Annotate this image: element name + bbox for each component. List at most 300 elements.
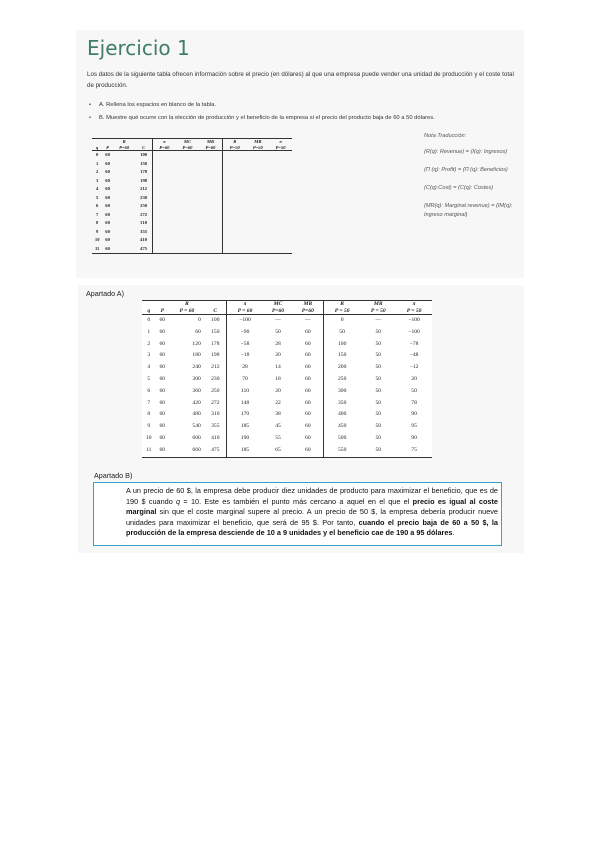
table-cell: 60 <box>159 328 166 335</box>
table-cell <box>113 185 136 194</box>
column-header: C <box>205 308 226 315</box>
table-row <box>142 339 432 351</box>
table-cell: 11 <box>142 445 156 457</box>
table-cell: −100 <box>226 315 263 327</box>
table-cell <box>152 177 176 186</box>
table-cell: 60 <box>305 399 311 406</box>
table-cell: −100 <box>408 328 420 335</box>
column-header: π <box>396 301 432 308</box>
table-cell <box>113 236 136 245</box>
table-cell <box>176 177 199 186</box>
answer-text: = 10. Este es también el punto más cercano a aquel en el que el <box>180 496 413 506</box>
table-cell: 60 <box>305 364 311 371</box>
table-cell <box>199 219 223 228</box>
table-cell: −78 <box>409 340 419 347</box>
table-cell: 0 <box>323 315 360 327</box>
table-cell: 272 <box>211 399 220 406</box>
column-header: P=50 <box>246 145 269 151</box>
column-header: P = 60 <box>169 308 205 315</box>
table-cell: 540 <box>192 423 201 430</box>
table-cell: 60 <box>305 434 311 441</box>
table-cell <box>176 151 199 160</box>
table-cell: 20 <box>275 352 281 359</box>
table-cell <box>246 151 269 160</box>
table-cell: 50 <box>360 445 396 457</box>
table-cell <box>246 177 269 186</box>
table-cell <box>269 245 292 254</box>
column-header: R <box>113 139 136 145</box>
table-row <box>92 228 292 237</box>
table-cell: −90 <box>226 327 263 339</box>
column-header: C <box>136 145 153 151</box>
header-row <box>142 301 432 308</box>
instruction-item: • A. Rellena los espacios en blanco de la tabla. <box>87 99 517 112</box>
table-cell: 60 <box>105 211 110 217</box>
table-cell: 10 <box>145 434 152 441</box>
column-header: P=60 <box>263 308 292 315</box>
table-row <box>92 151 292 160</box>
table-cell <box>246 160 269 169</box>
table-cell: 3 <box>96 177 99 183</box>
table-cell: 148 <box>226 398 263 410</box>
table-cell: 240 <box>192 364 201 371</box>
intro-paragraph: Los datos de la siguiente tabla ofrecen información sobre el precio (en dólares) al que una empresa puede vender una unidad de producción y el coste total de producción. <box>87 71 514 89</box>
table-cell <box>113 151 136 160</box>
note-item: (Π (q): Profit) = (Π (q): Beneficios) <box>424 167 508 173</box>
table-cell: 410 <box>211 434 220 441</box>
table-cell: 50 <box>411 387 417 394</box>
table-cell <box>199 177 223 186</box>
table-cell: 28 <box>275 340 281 347</box>
table-cell: 60 <box>105 203 110 208</box>
column-header <box>205 301 226 308</box>
table-cell: 198 <box>140 177 148 183</box>
table-cell <box>113 211 136 220</box>
table-cell: 300 <box>323 386 360 398</box>
table-cell <box>223 219 247 228</box>
table-cell: 2 <box>96 169 99 174</box>
table-cell: 200 <box>323 362 360 374</box>
table-cell: 65 <box>263 445 292 457</box>
table-cell <box>113 194 136 203</box>
table-cell <box>223 245 247 254</box>
table-cell: 60 <box>105 160 110 166</box>
table-cell: 60 <box>159 423 166 430</box>
table-cell: 400 <box>323 409 360 421</box>
table-cell <box>223 211 247 220</box>
table-cell <box>269 211 292 220</box>
table-cell <box>223 236 247 245</box>
table-row <box>92 177 292 186</box>
table-cell: 60 <box>305 340 311 347</box>
table-cell: 180 <box>192 352 201 359</box>
table-cell <box>269 160 292 169</box>
table-cell <box>113 202 136 211</box>
table-cell: 60 <box>159 340 166 347</box>
column-header: P=50 <box>269 145 292 151</box>
table-cell <box>152 160 176 169</box>
table-cell <box>269 185 292 194</box>
table-cell <box>223 177 247 186</box>
table-cell: — <box>305 317 311 323</box>
table-cell: 11 <box>92 245 102 254</box>
table-cell <box>176 211 199 220</box>
table-cell <box>113 160 136 169</box>
table-cell: 60 <box>159 375 166 382</box>
table-cell <box>223 151 247 160</box>
table-row <box>142 445 432 457</box>
table-cell: 60 <box>105 194 110 200</box>
column-header: P <box>156 308 170 315</box>
table-cell: 5 <box>147 375 151 382</box>
table-cell: 6 <box>147 387 151 394</box>
table-cell: 60 <box>305 411 311 418</box>
table-cell: 120 <box>192 340 201 347</box>
table-row <box>92 202 292 211</box>
table-cell: 100 <box>140 152 148 157</box>
table-cell: 1 <box>96 160 99 166</box>
table-cell: 198 <box>211 352 220 359</box>
table-cell: 20 <box>411 375 417 382</box>
table-cell <box>269 177 292 186</box>
answer-variable: q <box>176 496 181 506</box>
table-cell: 38 <box>275 411 281 418</box>
table-cell <box>269 219 292 228</box>
table-cell: 1 <box>147 328 151 335</box>
table-row <box>142 315 432 327</box>
table-cell: 0 <box>198 317 201 323</box>
table-cell: −18 <box>226 350 263 362</box>
table-row <box>92 185 292 194</box>
section-b-label: Apartado B) <box>94 471 133 480</box>
table-cell: 480 <box>192 411 201 418</box>
completed-data-table <box>142 300 432 458</box>
table-cell <box>176 236 199 245</box>
table-row <box>142 362 432 374</box>
column-header: R <box>323 301 360 308</box>
table-cell: −100 <box>408 317 420 323</box>
table-cell: 178 <box>140 169 148 174</box>
table-cell: 185 <box>226 421 263 433</box>
table-cell <box>176 160 199 169</box>
note-item: (MR(q): Marginal revenue) = (IM(q): Ingreso marginal) <box>424 203 513 218</box>
table-cell: 2 <box>147 340 151 347</box>
table-cell: 7 <box>147 399 151 406</box>
column-header: P=60 <box>293 308 324 315</box>
table-cell <box>269 202 292 211</box>
table-row <box>92 168 292 177</box>
column-header: MR <box>360 301 396 308</box>
table-cell <box>176 185 199 194</box>
table-cell: 212 <box>211 364 220 371</box>
table-cell: 60 <box>105 186 110 191</box>
column-header: q <box>92 145 102 151</box>
table-cell: 5 <box>96 194 99 200</box>
table-cell: 50 <box>375 328 382 335</box>
table-cell <box>176 219 199 228</box>
table-cell: 100 <box>323 339 360 351</box>
table-cell: 60 <box>305 387 311 394</box>
table-cell <box>199 151 223 160</box>
table-cell: 230 <box>140 194 148 200</box>
table-cell: 50 <box>375 411 382 418</box>
table-cell <box>223 168 247 177</box>
header-row <box>142 308 432 315</box>
table-row <box>92 219 292 228</box>
table-cell: 4 <box>96 186 99 191</box>
table-cell <box>199 160 223 169</box>
table-cell: 272 <box>140 211 148 217</box>
column-header <box>142 301 156 308</box>
table-cell: 14 <box>275 364 281 371</box>
table-cell <box>199 236 223 245</box>
table-cell <box>246 185 269 194</box>
table-cell: 150 <box>323 350 360 362</box>
table-row <box>142 374 432 386</box>
table-cell: 50 <box>375 352 382 359</box>
table-cell <box>152 236 176 245</box>
table-cell <box>176 245 199 254</box>
table-cell: 50 <box>375 375 382 382</box>
table-cell: 410 <box>140 237 148 242</box>
table-cell <box>269 236 292 245</box>
note-item: (R(q): Revenue) = (I(q): Ingresos) <box>424 149 508 155</box>
table-cell: 60 <box>156 445 170 457</box>
table-cell: 90 <box>411 434 417 441</box>
table-cell: 190 <box>226 433 263 445</box>
column-header: P=50 <box>223 145 247 151</box>
table-cell: 60 <box>159 317 166 323</box>
table-cell <box>113 228 136 237</box>
table-row <box>142 433 432 445</box>
table-cell: 3 <box>147 352 151 359</box>
table-cell <box>152 211 176 220</box>
table-cell <box>246 228 269 237</box>
table-cell <box>223 228 247 237</box>
table-cell: 150 <box>211 328 220 335</box>
table-cell <box>113 168 136 177</box>
table-cell <box>113 219 136 228</box>
table-row <box>142 327 432 339</box>
table-cell: 50 <box>323 327 360 339</box>
column-header: P = 50 <box>360 308 396 315</box>
table-cell <box>152 202 176 211</box>
translation-note <box>424 133 520 229</box>
table-cell: −48 <box>409 352 419 359</box>
table-cell: 350 <box>323 398 360 410</box>
table-cell: 60 <box>293 445 324 457</box>
table-cell <box>199 211 223 220</box>
table-cell: 60 <box>305 375 311 382</box>
table-cell <box>246 168 269 177</box>
table-cell <box>176 202 199 211</box>
table-cell <box>269 168 292 177</box>
column-header: R <box>223 139 247 145</box>
column-header: P = 50 <box>396 308 432 315</box>
column-header: P=60 <box>152 145 176 151</box>
table-cell: 355 <box>140 228 148 234</box>
table-cell: 600 <box>192 434 201 441</box>
answer-text: . <box>452 528 455 538</box>
page-title: Ejercicio 1 <box>87 36 190 60</box>
table-cell: 230 <box>211 375 220 382</box>
table-cell: 550 <box>323 445 360 457</box>
table-cell <box>199 245 223 254</box>
table-cell <box>113 177 136 186</box>
column-header: MR <box>293 301 324 308</box>
table-cell <box>223 194 247 203</box>
table-row <box>142 386 432 398</box>
blank-data-table <box>92 138 292 254</box>
table-cell: 50 <box>375 364 382 371</box>
table-cell: 60 <box>105 220 110 225</box>
table-cell <box>223 185 247 194</box>
table-row <box>142 350 432 362</box>
table-cell: −12 <box>409 364 419 371</box>
table-cell <box>152 194 176 203</box>
table-cell: 10 <box>94 237 100 242</box>
note-heading: Nota Traducción: <box>424 133 467 139</box>
table-cell: 60 <box>305 352 311 359</box>
table-cell: 7 <box>96 211 99 217</box>
column-header: R <box>169 301 205 308</box>
table-cell: 310 <box>140 220 148 225</box>
table-cell: 90 <box>411 411 417 418</box>
table-cell <box>246 211 269 220</box>
table-cell: — <box>275 317 281 323</box>
answer-text: sin que el coste marginal supere al precio. A un precio de 50 $, la empresa debería producir nueve unidades para maximizar el beneficio, que será de 95 $. Por tanto, <box>126 507 498 527</box>
table-cell <box>199 202 223 211</box>
table-cell <box>152 151 176 160</box>
table-cell: 178 <box>211 340 220 347</box>
column-header: P=60 <box>199 145 223 151</box>
table-cell <box>246 194 269 203</box>
table-cell: 475 <box>205 445 226 457</box>
table-cell: 450 <box>323 421 360 433</box>
table-cell <box>246 245 269 254</box>
answer-emphasis: precio es igual al coste marginal <box>126 496 498 517</box>
table-cell: 60 <box>159 364 166 371</box>
column-header: MC <box>176 139 199 145</box>
column-header: P <box>102 145 112 151</box>
table-cell <box>269 151 292 160</box>
table-cell <box>176 168 199 177</box>
column-header: π <box>269 139 292 145</box>
table-cell: 360 <box>192 387 201 394</box>
table-cell <box>113 245 136 254</box>
table-cell: 150 <box>140 160 148 166</box>
table-cell <box>246 202 269 211</box>
column-header: P=60 <box>176 145 199 151</box>
table-cell: −58 <box>226 339 263 351</box>
table-cell <box>199 194 223 203</box>
table-cell: 6 <box>96 203 99 208</box>
instruction-list <box>87 99 517 125</box>
table-cell: 170 <box>226 409 263 421</box>
table-row <box>142 421 432 433</box>
table-cell: 0 <box>96 152 99 157</box>
table-cell: 22 <box>275 399 281 406</box>
table-cell: 50 <box>375 399 382 406</box>
table-cell: 60 <box>305 423 311 430</box>
column-header: π <box>152 139 176 145</box>
table-cell: 60 <box>105 152 110 157</box>
table-cell: 60 <box>305 328 311 335</box>
table-cell: 100 <box>211 317 220 323</box>
table-cell: 8 <box>96 220 99 225</box>
table-cell <box>199 228 223 237</box>
column-header: MC <box>263 301 292 308</box>
table-cell: 78 <box>411 399 417 406</box>
table-cell: 60 <box>105 228 110 234</box>
table-cell: 60 <box>159 399 166 406</box>
table-cell: 250 <box>211 387 220 394</box>
table-row <box>92 211 292 220</box>
answer-text: A un precio de 60 $, la empresa debe producir diez unidades de producto para maximizar el beneficio, que es de 190 $ cuando <box>126 486 498 506</box>
table-cell: 355 <box>211 423 220 430</box>
table-cell <box>199 168 223 177</box>
table-cell: 60 <box>159 352 166 359</box>
table-cell <box>223 202 247 211</box>
table-cell: 110 <box>226 386 263 398</box>
table-cell: 0 <box>147 317 151 323</box>
table-cell: 310 <box>211 411 220 418</box>
table-cell: 60 <box>102 245 112 254</box>
table-cell: 250 <box>323 374 360 386</box>
column-header: MR <box>246 139 269 145</box>
table-cell: 55 <box>275 434 281 441</box>
instruction-item: • B. Muestre qué ocurre con la elección de producción y el beneficio de la empresa si el precio del producto baja de 60 a 50 dólares. <box>87 112 517 125</box>
table-cell <box>152 228 176 237</box>
table-cell: 60 <box>159 411 166 418</box>
table-row <box>92 194 292 203</box>
table-cell: 250 <box>140 203 148 208</box>
table-cell: 9 <box>147 423 151 430</box>
table-cell <box>152 185 176 194</box>
table-row <box>92 160 292 169</box>
table-cell: 50 <box>375 387 382 394</box>
table-cell <box>152 168 176 177</box>
table-cell <box>176 194 199 203</box>
column-header <box>156 301 170 308</box>
table-cell: 4 <box>147 364 151 371</box>
section-a-label: Apartado A) <box>86 289 124 298</box>
table-cell: 212 <box>140 186 148 191</box>
table-cell: 60 <box>105 169 110 174</box>
answer-box <box>93 482 502 546</box>
table-cell <box>246 219 269 228</box>
table-cell: 60 <box>105 237 110 242</box>
table-cell: 60 <box>159 434 166 441</box>
table-cell: 50 <box>375 423 382 430</box>
table-cell <box>152 245 176 254</box>
table-cell: 50 <box>275 328 281 335</box>
table-cell <box>223 160 247 169</box>
table-cell: 70 <box>226 374 263 386</box>
header-row <box>92 145 292 151</box>
table-row <box>92 245 292 254</box>
table-cell: 50 <box>375 434 382 441</box>
column-header: MR <box>199 139 223 145</box>
column-header: q <box>142 308 156 315</box>
table-cell <box>152 219 176 228</box>
table-cell <box>246 236 269 245</box>
table-cell: 660 <box>169 445 205 457</box>
note-item: (C(q):Cost) = (C(q): Costes) <box>424 185 494 191</box>
table-cell: 60 <box>159 387 166 394</box>
table-cell: 475 <box>136 245 153 254</box>
table-cell: 60 <box>195 328 201 335</box>
